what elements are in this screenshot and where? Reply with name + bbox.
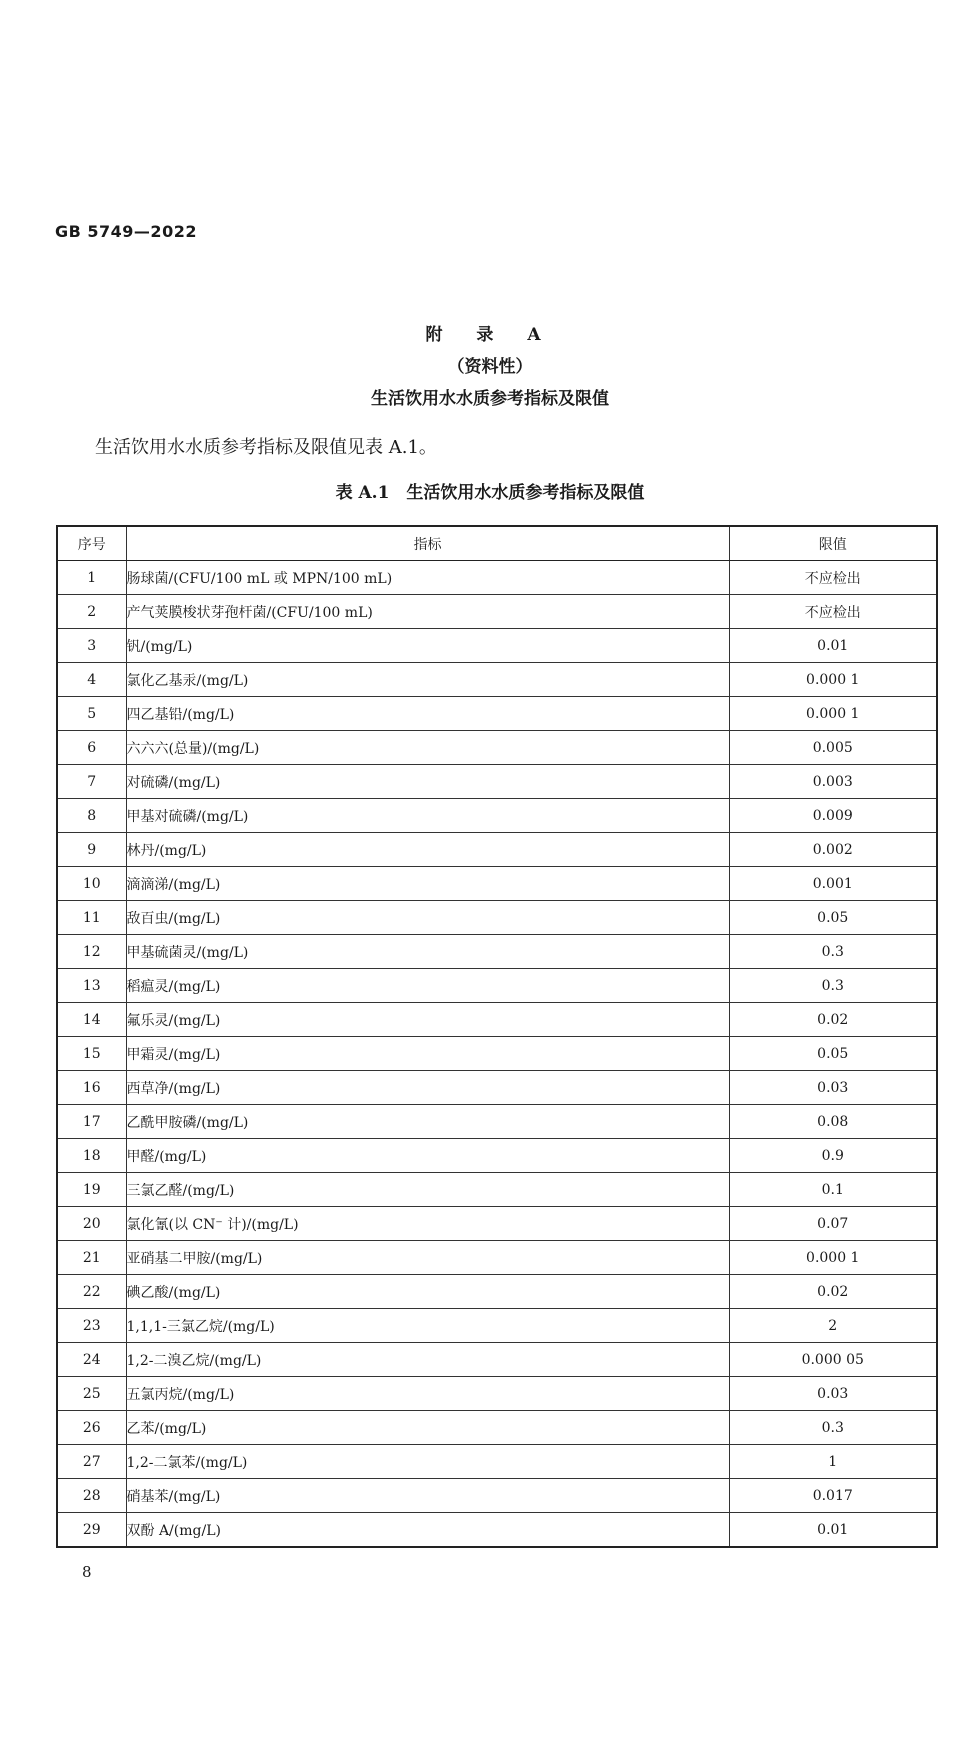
- cell-number: 18: [57, 1139, 126, 1173]
- cell-indicator: 1,2-二溴乙烷/(mg/L): [126, 1343, 729, 1377]
- cell-number: 7: [57, 765, 126, 799]
- table-row: [57, 1003, 937, 1037]
- header-limit: 限值: [729, 526, 937, 561]
- cell-number: 11: [57, 901, 126, 935]
- cell-indicator: 四乙基铅/(mg/L): [126, 697, 729, 731]
- cell-limit: 0.05: [729, 1037, 937, 1071]
- cell-limit: 0.02: [729, 1275, 937, 1309]
- intro-paragraph: 生活饮用水水质参考指标及限值见表 A.1。: [95, 437, 437, 458]
- table-row: [57, 1479, 937, 1513]
- cell-indicator: 肠球菌/(CFU/100 mL 或 MPN/100 mL): [126, 561, 729, 595]
- cell-limit: 不应检出: [729, 561, 937, 595]
- cell-number: 3: [57, 629, 126, 663]
- cell-indicator: 五氯丙烷/(mg/L): [126, 1377, 729, 1411]
- cell-limit: 0.003: [729, 765, 937, 799]
- page-number: 8: [82, 1563, 92, 1581]
- document-code: GB 5749—2022: [55, 222, 197, 241]
- cell-indicator: 林丹/(mg/L): [126, 833, 729, 867]
- cell-indicator: 硝基苯/(mg/L): [126, 1479, 729, 1513]
- cell-indicator: 氯化氰(以 CN⁻ 计)/(mg/L): [126, 1207, 729, 1241]
- appendix-title: 附 录 A: [425, 325, 555, 345]
- cell-indicator: 甲基对硫磷/(mg/L): [126, 799, 729, 833]
- cell-limit: 0.000 1: [729, 697, 937, 731]
- cell-indicator: 氟乐灵/(mg/L): [126, 1003, 729, 1037]
- table-row: [57, 561, 937, 595]
- cell-indicator: 三氯乙醛/(mg/L): [126, 1173, 729, 1207]
- cell-number: 8: [57, 799, 126, 833]
- cell-number: 27: [57, 1445, 126, 1479]
- cell-limit: 0.000 1: [729, 663, 937, 697]
- cell-indicator: 稻瘟灵/(mg/L): [126, 969, 729, 1003]
- cell-limit: 0.07: [729, 1207, 937, 1241]
- table-row: [57, 1411, 937, 1445]
- table-row: [57, 595, 937, 629]
- header-indicator: 指标: [126, 526, 729, 561]
- cell-indicator: 甲醛/(mg/L): [126, 1139, 729, 1173]
- cell-limit: 1: [729, 1445, 937, 1479]
- table-row: [57, 1037, 937, 1071]
- table-row: [57, 1207, 937, 1241]
- table-row: [57, 1513, 937, 1548]
- cell-indicator: 碘乙酸/(mg/L): [126, 1275, 729, 1309]
- cell-indicator: 西草净/(mg/L): [126, 1071, 729, 1105]
- table-row: [57, 629, 937, 663]
- table-row: [57, 1139, 937, 1173]
- cell-indicator: 双酚 A/(mg/L): [126, 1513, 729, 1548]
- cell-number: 23: [57, 1309, 126, 1343]
- table-row: [57, 765, 937, 799]
- cell-limit: 0.05: [729, 901, 937, 935]
- cell-number: 10: [57, 867, 126, 901]
- table-row: [57, 833, 937, 867]
- cell-limit: 0.02: [729, 1003, 937, 1037]
- cell-number: 6: [57, 731, 126, 765]
- cell-indicator: 乙酰甲胺磷/(mg/L): [126, 1105, 729, 1139]
- cell-limit: 0.08: [729, 1105, 937, 1139]
- table-row: [57, 1105, 937, 1139]
- table-row: [57, 697, 937, 731]
- cell-limit: 0.009: [729, 799, 937, 833]
- table-row: [57, 1071, 937, 1105]
- cell-indicator: 1,1,1-三氯乙烷/(mg/L): [126, 1309, 729, 1343]
- cell-limit: 0.1: [729, 1173, 937, 1207]
- cell-indicator: 滴滴涕/(mg/L): [126, 867, 729, 901]
- table-row: [57, 1377, 937, 1411]
- cell-number: 1: [57, 561, 126, 595]
- cell-indicator: 钒/(mg/L): [126, 629, 729, 663]
- table-row: [57, 663, 937, 697]
- cell-number: 21: [57, 1241, 126, 1275]
- cell-limit: 0.017: [729, 1479, 937, 1513]
- cell-limit: 0.01: [729, 1513, 937, 1548]
- table-row: [57, 1275, 937, 1309]
- table-row: [57, 1173, 937, 1207]
- table-header-row: [57, 526, 937, 561]
- cell-limit: 0.3: [729, 935, 937, 969]
- table-row: [57, 901, 937, 935]
- cell-number: 26: [57, 1411, 126, 1445]
- cell-number: 16: [57, 1071, 126, 1105]
- cell-number: 29: [57, 1513, 126, 1548]
- cell-number: 9: [57, 833, 126, 867]
- table-row: [57, 1241, 937, 1275]
- cell-limit: 0.03: [729, 1377, 937, 1411]
- header-number: 序号: [57, 526, 126, 561]
- cell-limit: 2: [729, 1309, 937, 1343]
- cell-indicator: 甲基硫菌灵/(mg/L): [126, 935, 729, 969]
- cell-indicator: 亚硝基二甲胺/(mg/L): [126, 1241, 729, 1275]
- cell-limit: 0.3: [729, 1411, 937, 1445]
- cell-indicator: 敌百虫/(mg/L): [126, 901, 729, 935]
- table-caption: 表 A.1 生活饮用水水质参考指标及限值: [335, 483, 645, 503]
- cell-limit: 不应检出: [729, 595, 937, 629]
- cell-indicator: 乙苯/(mg/L): [126, 1411, 729, 1445]
- appendix-heading: 生活饮用水水质参考指标及限值: [371, 389, 609, 409]
- cell-indicator: 对硫磷/(mg/L): [126, 765, 729, 799]
- cell-limit: 0.002: [729, 833, 937, 867]
- table-row: [57, 1343, 937, 1377]
- cell-number: 12: [57, 935, 126, 969]
- cell-limit: 0.000 1: [729, 1241, 937, 1275]
- appendix-nature: （资料性）: [447, 357, 533, 377]
- cell-number: 14: [57, 1003, 126, 1037]
- cell-limit: 0.001: [729, 867, 937, 901]
- table-row: [57, 799, 937, 833]
- cell-number: 19: [57, 1173, 126, 1207]
- cell-limit: 0.9: [729, 1139, 937, 1173]
- cell-indicator: 甲霜灵/(mg/L): [126, 1037, 729, 1071]
- table-row: [57, 1309, 937, 1343]
- table-row: [57, 731, 937, 765]
- cell-indicator: 六六六(总量)/(mg/L): [126, 731, 729, 765]
- cell-number: 5: [57, 697, 126, 731]
- cell-number: 13: [57, 969, 126, 1003]
- cell-number: 28: [57, 1479, 126, 1513]
- cell-number: 24: [57, 1343, 126, 1377]
- cell-limit: 0.01: [729, 629, 937, 663]
- table-row: [57, 1445, 937, 1479]
- cell-number: 2: [57, 595, 126, 629]
- reference-limits-table: [56, 525, 938, 1548]
- table-row: [57, 935, 937, 969]
- cell-limit: 0.000 05: [729, 1343, 937, 1377]
- cell-limit: 0.3: [729, 969, 937, 1003]
- table-row: [57, 867, 937, 901]
- cell-limit: 0.005: [729, 731, 937, 765]
- cell-indicator: 产气荚膜梭状芽孢杆菌/(CFU/100 mL): [126, 595, 729, 629]
- table-body: [57, 561, 937, 1548]
- cell-number: 22: [57, 1275, 126, 1309]
- cell-indicator: 1,2-二氯苯/(mg/L): [126, 1445, 729, 1479]
- cell-number: 17: [57, 1105, 126, 1139]
- cell-indicator: 氯化乙基汞/(mg/L): [126, 663, 729, 697]
- cell-number: 15: [57, 1037, 126, 1071]
- table-container: [56, 525, 936, 1548]
- cell-number: 25: [57, 1377, 126, 1411]
- cell-number: 20: [57, 1207, 126, 1241]
- cell-limit: 0.03: [729, 1071, 937, 1105]
- cell-number: 4: [57, 663, 126, 697]
- table-row: [57, 969, 937, 1003]
